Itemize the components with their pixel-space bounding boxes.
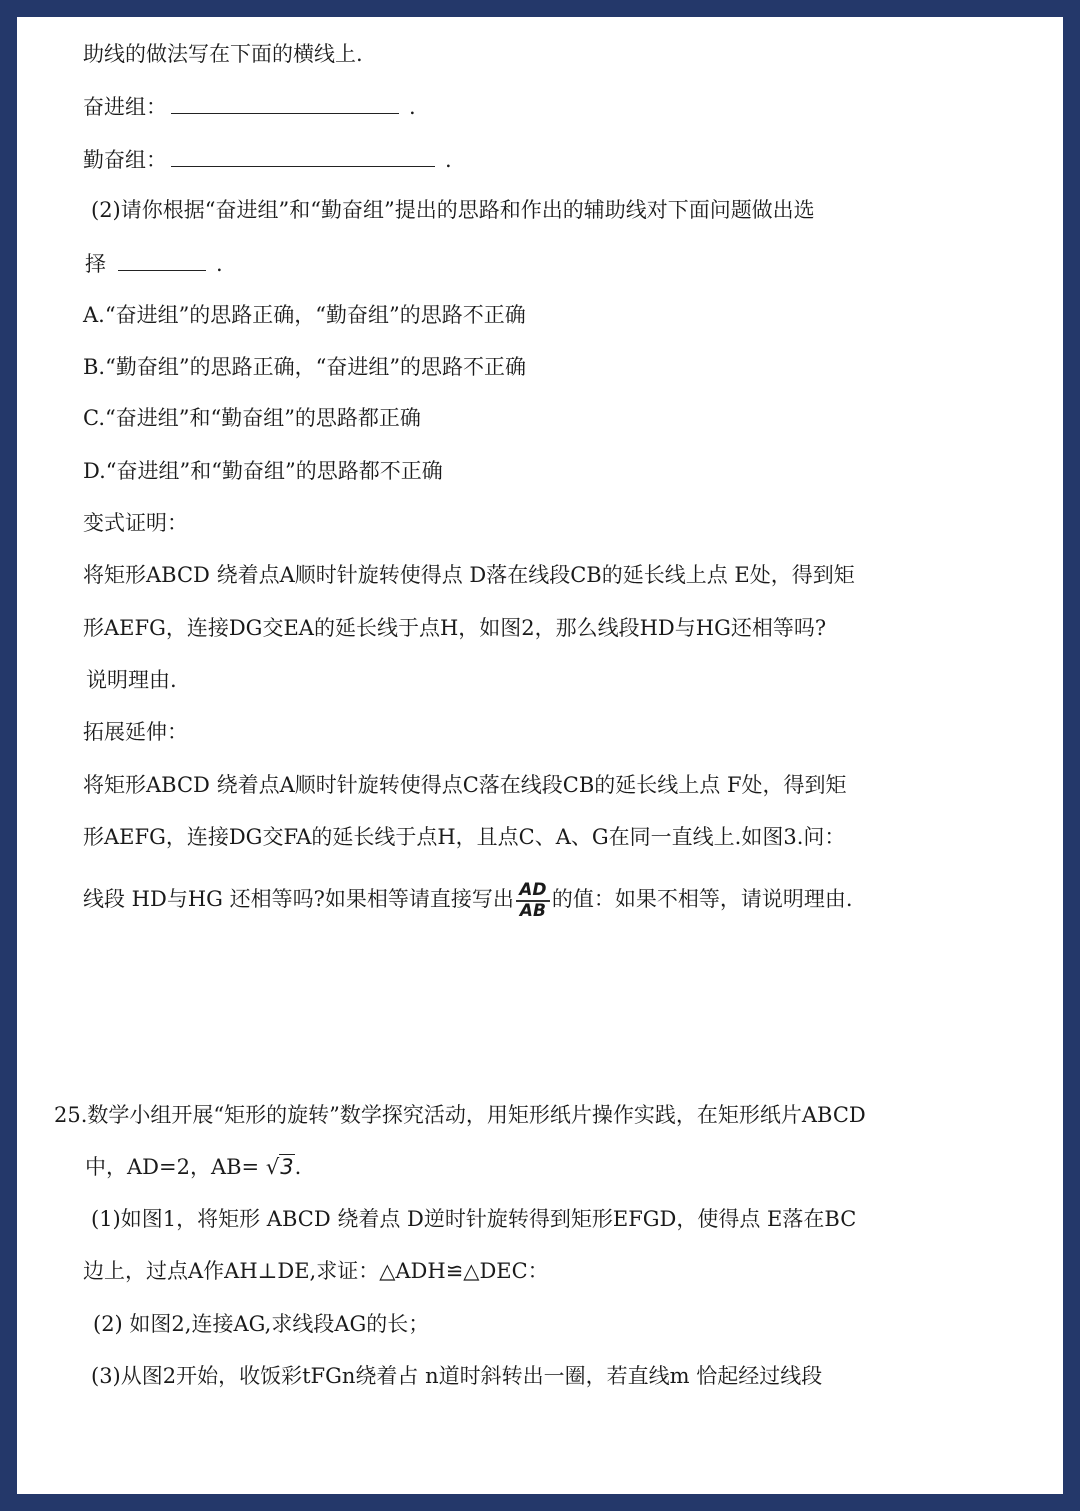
answer-line-qinfen: 勤奋组： . (83, 148, 452, 172)
text-line: (3)从图2开始，收饭彩tFGn绕着占 n道时斜转出一圈，若直线m 恰起经过线段 (91, 1364, 823, 1388)
answer-line-fenjin: 奋进组： . (83, 95, 416, 119)
group-label: 勤奋组： (83, 148, 167, 172)
text-line: 助线的做法写在下面的横线上. (83, 42, 363, 66)
text-line: (2)请你根据“奋进组”和“勤奋组”提出的思路和作出的辅助线对下面问题做出选 (91, 198, 815, 222)
section-heading: 变式证明： (83, 511, 188, 535)
option-b: B.“勤奋组”的思路正确，“奋进组”的思路不正确 (83, 355, 527, 379)
text-line: 边上，过点A作AH⊥DE,求证：△ADH≌△DEC： (83, 1259, 549, 1283)
text-line: 说明理由. (86, 668, 177, 692)
document-page (17, 17, 1063, 1494)
section-heading: 拓展延伸： (83, 720, 188, 744)
text-line: 中，AD=2，AB= √3. (85, 1155, 302, 1179)
text-line: (1)如图1，将矩形 ABCD 绕着点 D逆时针旋转得到矩形EFGD，使得点 E落在BC (91, 1207, 857, 1231)
text-line: 将矩形ABCD 绕着点A顺时针旋转使得点C落在线段CB的延长线上点 F处，得到矩 (83, 773, 847, 797)
option-a: A.“奋进组”的思路正确，“勤奋组”的思路不正确 (83, 303, 526, 327)
group-label: 奋进组： (83, 95, 167, 119)
text-line: 形AEFG，连接DG交EA的延长线于点H，如图2，那么线段HD与HG还相等吗? (83, 616, 827, 640)
option-c: C.“奋进组”和“勤奋组”的思路都正确 (83, 406, 421, 430)
answer-blank (171, 146, 435, 167)
answer-blank (118, 250, 206, 271)
text-line: (2) 如图2,连接AG,求线段AG的长； (93, 1312, 430, 1336)
text-line: 形AEFG，连接DG交FA的延长线于点H，且点C、A、G在同一直线上.如图3.问： (83, 825, 846, 849)
text-line-with-fraction: 线段 HD与HG 还相等吗?如果相等请直接写出 $\frac{AD}{AB}$ 的值：如果不相等，请说明理由. (83, 879, 853, 921)
option-d: D.“奋进组”和“勤奋组”的思路都不正确 (83, 459, 443, 483)
choice-line: 择 . (85, 252, 223, 276)
fraction-ad-ab: $\frac{AD}{AB}$ (516, 881, 550, 921)
sqrt-expression: √3 (265, 1155, 294, 1179)
answer-blank (171, 93, 399, 114)
text-line: 将矩形ABCD 绕着点A顺时针旋转使得点 D落在线段CB的延长线上点 E处，得到矩 (83, 563, 855, 587)
question-25-title: 25.数学小组开展“矩形的旋转”数学探究活动，用矩形纸片操作实践，在矩形纸片ABCD (54, 1103, 866, 1127)
